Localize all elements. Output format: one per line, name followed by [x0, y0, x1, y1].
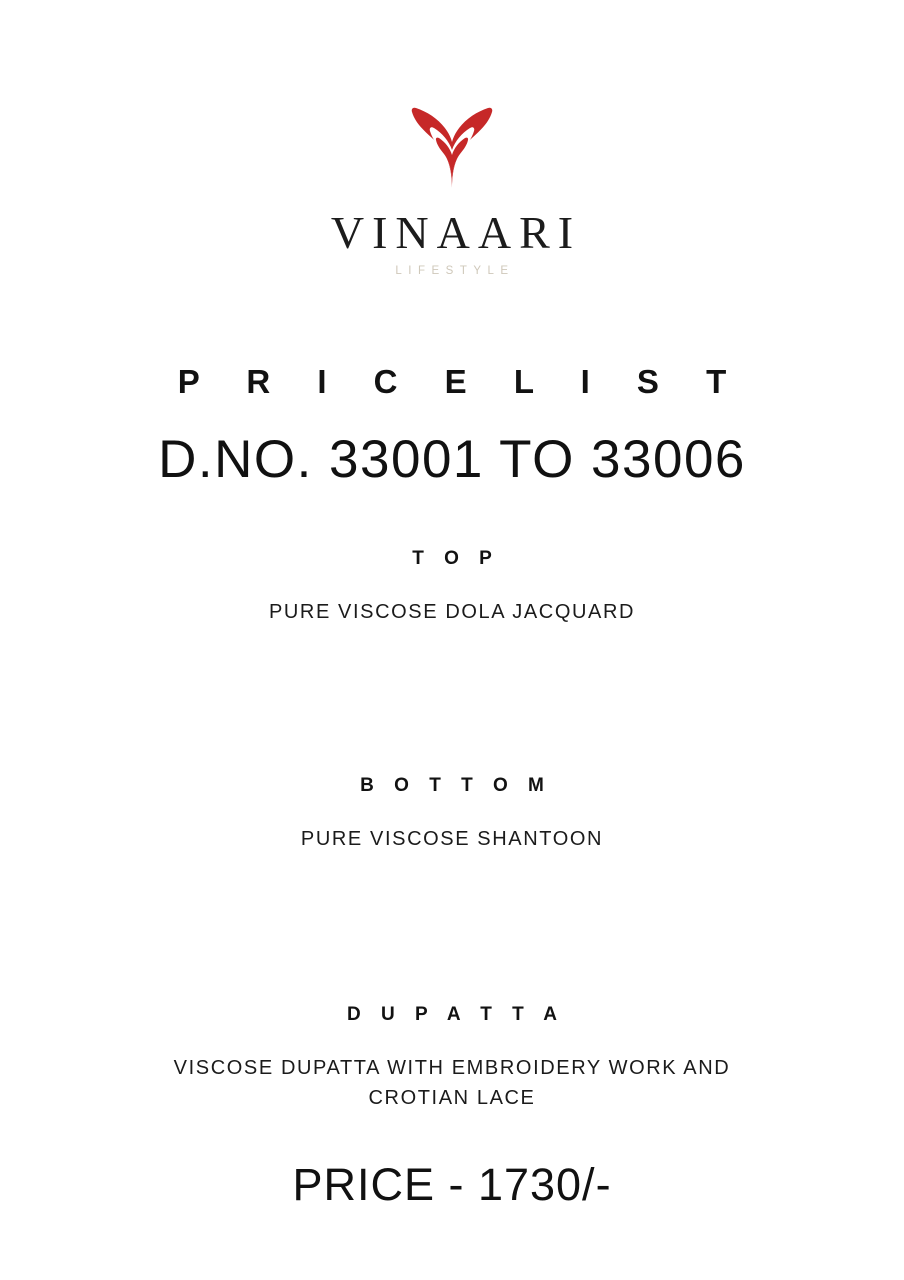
section-desc-top: PURE VISCOSE DOLA JACQUARD [268, 601, 636, 623]
section-bottom [0, 775, 904, 854]
section-label-top: T O P [412, 548, 500, 569]
section-dupatta [0, 1004, 904, 1113]
leaf-mark-icon [406, 104, 498, 188]
section-desc-dupatta: VISCOSE DUPATTA WITH EMBROIDERY WORK AND CROTIAN LACE [173, 1057, 731, 1109]
page-title: P R I C E L I S T [177, 363, 746, 400]
price-amount: PRICE - 1730/- [292, 1159, 612, 1210]
section-desc-bottom: PURE VISCOSE SHANTOON [300, 828, 604, 850]
section-top [0, 548, 904, 627]
brand-name: VINAARI [330, 207, 582, 258]
brand-tagline: LIFESTYLE [395, 265, 515, 277]
design-number: D.NO. 33001 TO 33006 [158, 430, 746, 489]
section-label-dupatta: D U P A T T A [347, 1004, 565, 1025]
brand-logo-block [323, 104, 581, 277]
section-label-bottom: B O T T O M [360, 775, 552, 796]
